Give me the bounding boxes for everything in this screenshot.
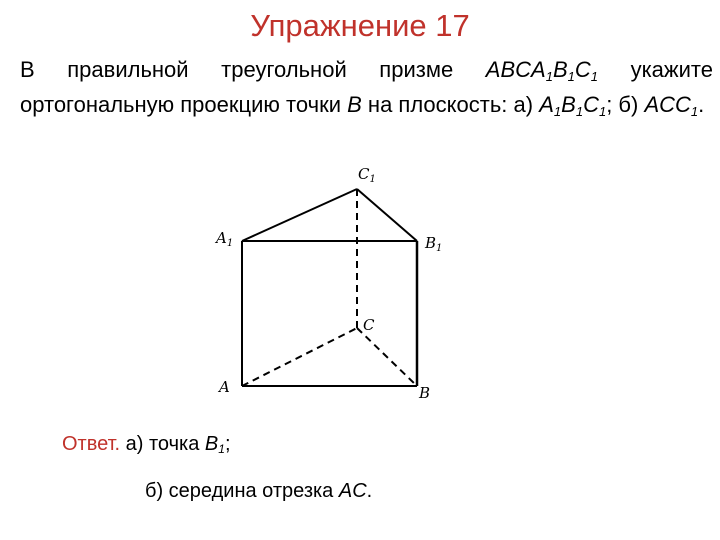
problem-statement: В правильной треугольной призме $ABCA_1B_1C_1$ укажите ортогональную проекцию точки B на плоскость: а) $A_1B_1C_1$; б) $ACC_1$. xyxy=(20,57,713,119)
problem-sep: ; б) xyxy=(606,92,639,117)
answer-b-segment: AC xyxy=(338,480,367,502)
answer-a-text: а) точка xyxy=(125,433,200,455)
label-b1: $B_1$ xyxy=(425,234,443,254)
page-title: Упражнение 17 xyxy=(250,8,470,43)
label-b: B xyxy=(419,384,431,402)
label-c: C xyxy=(363,316,375,334)
edge-a1-c1 xyxy=(242,189,357,241)
label-a: A xyxy=(219,378,230,396)
answer-b: б) середина отрезка AC. xyxy=(145,480,373,502)
prism-name: $ABCA_1B_1C_1$ xyxy=(485,57,598,84)
answer-a: Ответ. а) точка $B_1$; xyxy=(62,433,231,456)
plane-a-name: $A_1B_1C_1$ xyxy=(539,92,607,119)
problem-text-1: В правильной треугольной призме xyxy=(20,57,454,82)
edge-c-b xyxy=(357,328,417,386)
problem-text-3: на плоскость: а) xyxy=(367,92,534,117)
answer-label: Ответ. xyxy=(62,433,121,455)
label-c1: $C_1$ xyxy=(358,165,376,185)
label-a1: $A_1$ xyxy=(216,229,234,249)
edge-a-c xyxy=(242,328,357,386)
point-name: B xyxy=(347,92,362,117)
answer-b-text: б) середина отрезка xyxy=(145,480,334,502)
problem-text-2: укажите ортогональную проекцию точки xyxy=(20,57,713,117)
plane-b-name: $ACC_1$ xyxy=(644,92,699,119)
edge-c1-b1 xyxy=(357,189,417,241)
answer-a-point: $B_1$ xyxy=(204,433,225,456)
